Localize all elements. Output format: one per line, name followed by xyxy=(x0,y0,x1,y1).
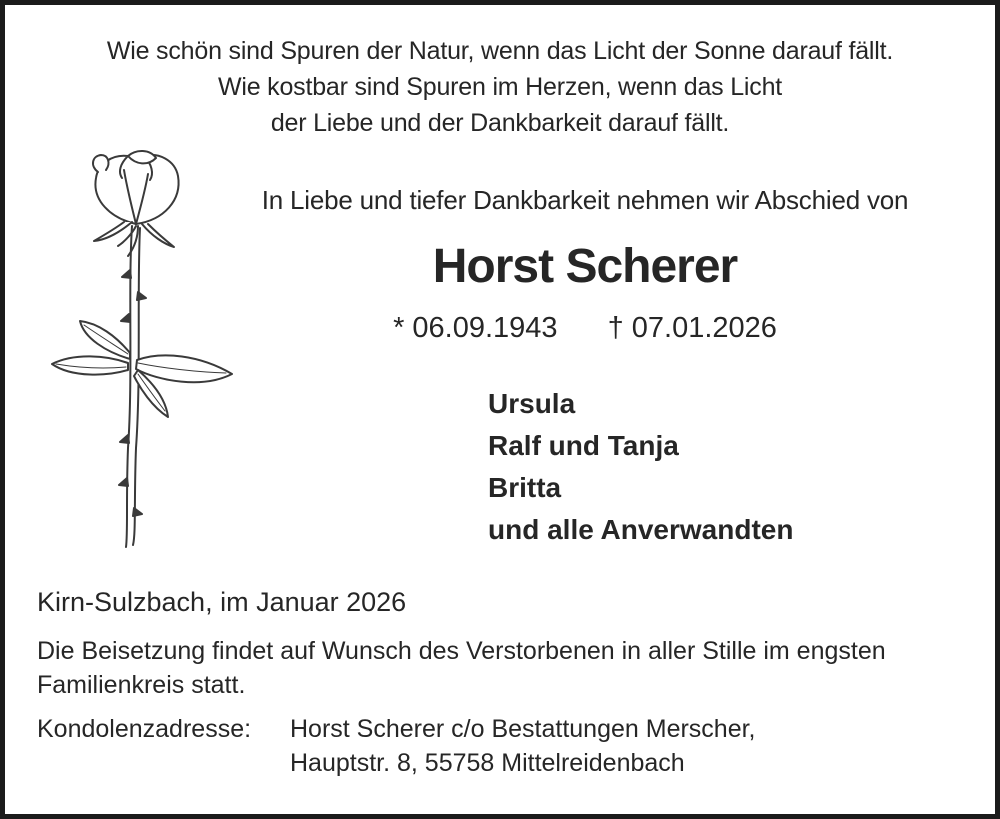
mourners-list xyxy=(488,383,793,551)
funeral-notice-line-1: Die Beisetzung findet auf Wunsch des Verstorbenen in aller Stille im engsten xyxy=(37,637,886,665)
life-dates xyxy=(205,310,965,346)
condolence-address xyxy=(37,712,756,780)
verse xyxy=(5,33,995,141)
mourner-name: Ralf und Tanja xyxy=(488,430,679,461)
condolence-address-line-1: Horst Scherer c/o Bestattungen Merscher, xyxy=(290,715,756,743)
deceased-name: Horst Scherer xyxy=(432,240,738,293)
condolence-label: Kondolenzadresse: xyxy=(37,715,252,743)
funeral-notice-line-2: Familienkreis statt. xyxy=(37,671,246,699)
birth-date: * 06.09.1943 xyxy=(393,312,558,344)
verse-line-3: der Liebe und der Dankbarkeit darauf fällt. xyxy=(270,109,730,137)
death-date: † 07.01.2026 xyxy=(607,312,777,344)
mourner-name: und alle Anverwandten xyxy=(488,514,794,545)
verse-line-2: Wie kostbar sind Spuren im Herzen, wenn das Licht xyxy=(217,73,783,101)
condolence-address-lines xyxy=(290,712,756,780)
verse-line-1: Wie schön sind Spuren der Natur, wenn das Licht der Sonne darauf fällt. xyxy=(106,37,894,65)
funeral-notice xyxy=(37,634,967,702)
mourner-name: Ursula xyxy=(488,388,576,419)
main-block xyxy=(205,183,965,344)
intro-line: In Liebe und tiefer Dankbarkeit nehmen wir Abschied von xyxy=(261,185,909,215)
place-and-date: Kirn-Sulzbach, im Januar 2026 xyxy=(37,587,407,617)
mourner-name: Britta xyxy=(488,472,562,503)
condolence-address-line-2: Hauptstr. 8, 55758 Mittelreidenbach xyxy=(290,749,685,777)
